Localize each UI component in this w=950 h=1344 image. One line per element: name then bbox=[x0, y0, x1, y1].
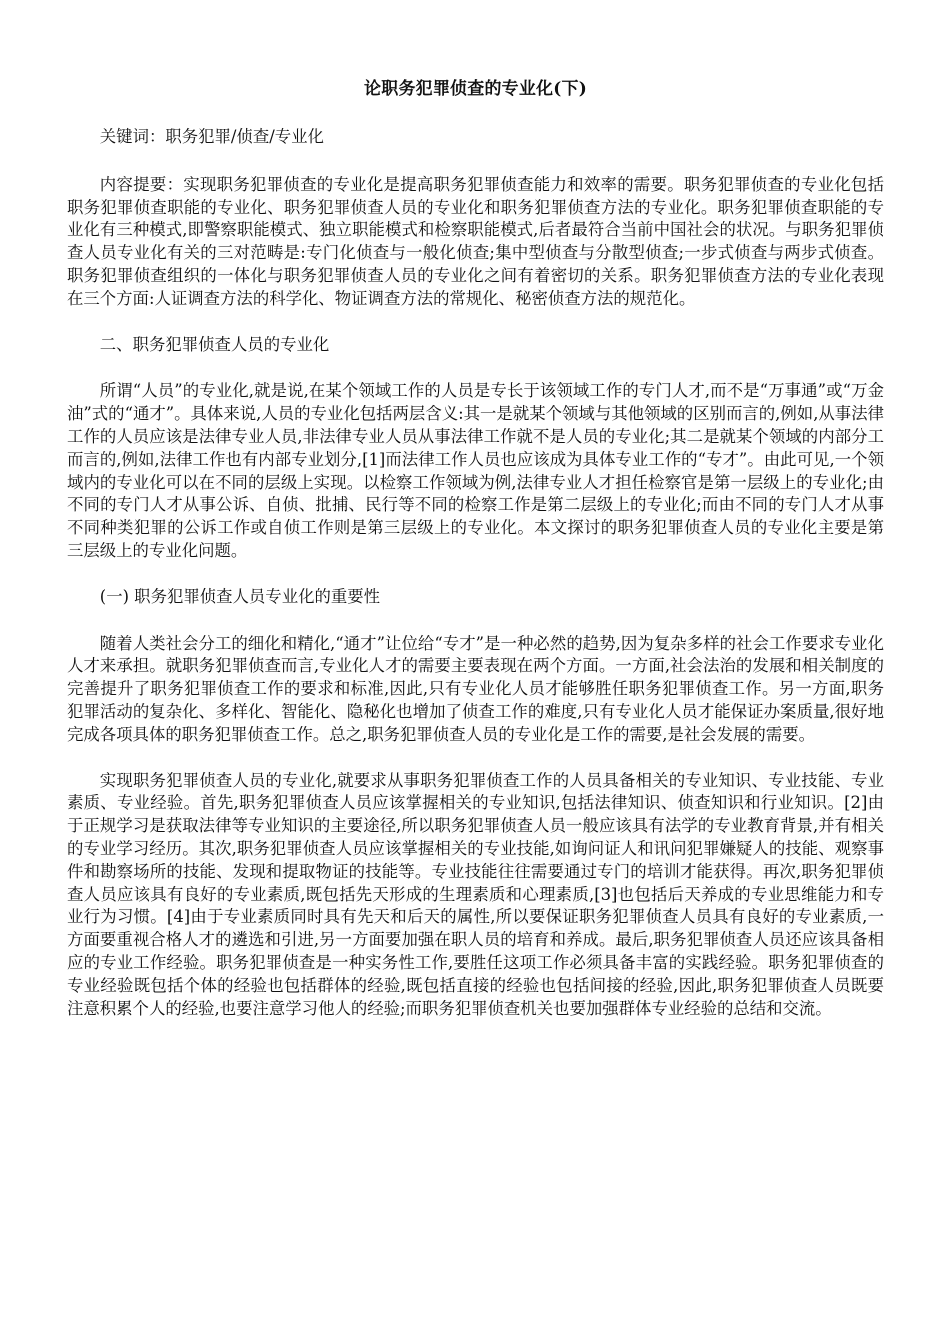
abstract-paragraph: 内容提要：实现职务犯罪侦查的专业化是提高职务犯罪侦查能力和效率的需要。职务犯罪侦查的专业化包括职务犯罪侦查职能的专业化、职务犯罪侦查人员的专业化和职务犯罪侦查方法的专业化。职务犯罪侦查职能的专业化有三种模式,即警察职能模式、独立职能模式和检察职能模式,后者最符合当前中国社会的状况。与职务犯罪侦查人员专业化有关的三对范畴是:专门化侦查与一般化侦查;集中型侦查与分散型侦查;一步式侦查与两步式侦查。职务犯罪侦查组织的一体化与职务犯罪侦查人员的专业化之间有着密切的关系。职务犯罪侦查方法的专业化表现在三个方面:人证调查方法的科学化、物证调查方法的常规化、秘密侦查方法的规范化。 bbox=[67, 174, 884, 308]
document-title: 论职务犯罪侦查的专业化(下) bbox=[364, 79, 587, 99]
body-paragraph-3: 实现职务犯罪侦查人员的专业化,就要求从事职务犯罪侦查工作的人员具备相关的专业知识、专业技能、专业素质、专业经验。首先,职务犯罪侦查人员应该掌握相关的专业知识,包括法律知识、侦查知识和行业知识。[2]由于正规学习是获取法律等专业知识的主要途径,所以职务犯罪侦查人员一般应该具有法学的专业教育背景,并有相关的专业学习经历。其次,职务犯罪侦查人员应该掌握相关的专业技能,如询问证人和讯问犯罪嫌疑人的技能、观察事件和勘察场所的技能、发现和提取物证的技能等。专业技能往往需要通过专门的培训才能获得。再次,职务犯罪侦查人员应该具有良好的专业素质,既包括先天形成的生理素质和心理素质,[3]也包括后天养成的专业思维能力和专业行为习惯。[4]由于专业素质同时具有先天和后天的属性,所以要保证职务犯罪侦查人员具有良好的专业素质,一方面要重视合格人才的遴选和引进,另一方面要加强在职人员的培育和养成。最后,职务犯罪侦查人员还应该具备相应的专业工作经验。职务犯罪侦查是一种实务性工作,要胜任这项工作必须具备丰富的实践经验。职务犯罪侦查的专业经验既包括个体的经验也包括群体的经验,既包括直接的经验也包括间接的经验,因此,职务犯罪侦查人员既要注意积累个人的经验,也要注意学习他人的经验;而职务犯罪侦查机关也要加强群体专业经验的总结和交流。 bbox=[67, 770, 884, 1018]
keywords-line: 关键词：职务犯罪/侦查/专业化 bbox=[99, 127, 324, 146]
subheading-importance: (一) 职务犯罪侦查人员专业化的重要性 bbox=[99, 586, 381, 606]
body-paragraph-2: 随着人类社会分工的细化和精化,“通才”让位给“专才”是一种必然的趋势,因为复杂多样的社会工作要求专业化人才来承担。就职务犯罪侦查而言,专业化人才的需要主要表现在两个方面。一方面,社会法治的发展和相关制度的完善提升了职务犯罪侦查工作的要求和标准,因此,只有专业化人员才能够胜任职务犯罪侦查工作。另一方面,职务犯罪活动的复杂化、多样化、智能化、隐秘化也增加了侦查工作的难度,只有专业化人员才能保证办案质量,很好地完成各项具体的职务犯罪侦查工作。总之,职务犯罪侦查人员的专业化是工作的需要,是社会发展的需要。 bbox=[67, 633, 884, 744]
section-heading: 二、职务犯罪侦查人员的专业化 bbox=[99, 334, 330, 354]
body-paragraph-1: 所谓“人员”的专业化,就是说,在某个领域工作的人员是专长于该领域工作的专门人才,而不是“万事通”或“万金油”式的“通才”。具体来说,人员的专业化包括两层含义:其一是就某个领域与其他领域的区别而言的,例如,从事法律工作的人员应该是法律专业人员,非法律专业人员从事法律工作就不是人员的专业化;其二是就某个领域的内部分工而言的,例如,法律工作也有内部专业划分,[1]而法律工作人员也应该成为具体专业工作的“专才”。由此可见,一个领域内的专业化可以在不同的层级上实现。以检察工作领域为例,法律专业人才担任检察官是第一层级上的专业化;由不同的专门人才从事公诉、自侦、批捕、民行等不同的检察工作是第二层级上的专业化;而由不同的专门人才从事不同种类犯罪的公诉工作或自侦工作则是第三层级上的专业化。本文探讨的职务犯罪侦查人员的专业化主要是第三层级上的专业化问题。 bbox=[67, 381, 884, 560]
